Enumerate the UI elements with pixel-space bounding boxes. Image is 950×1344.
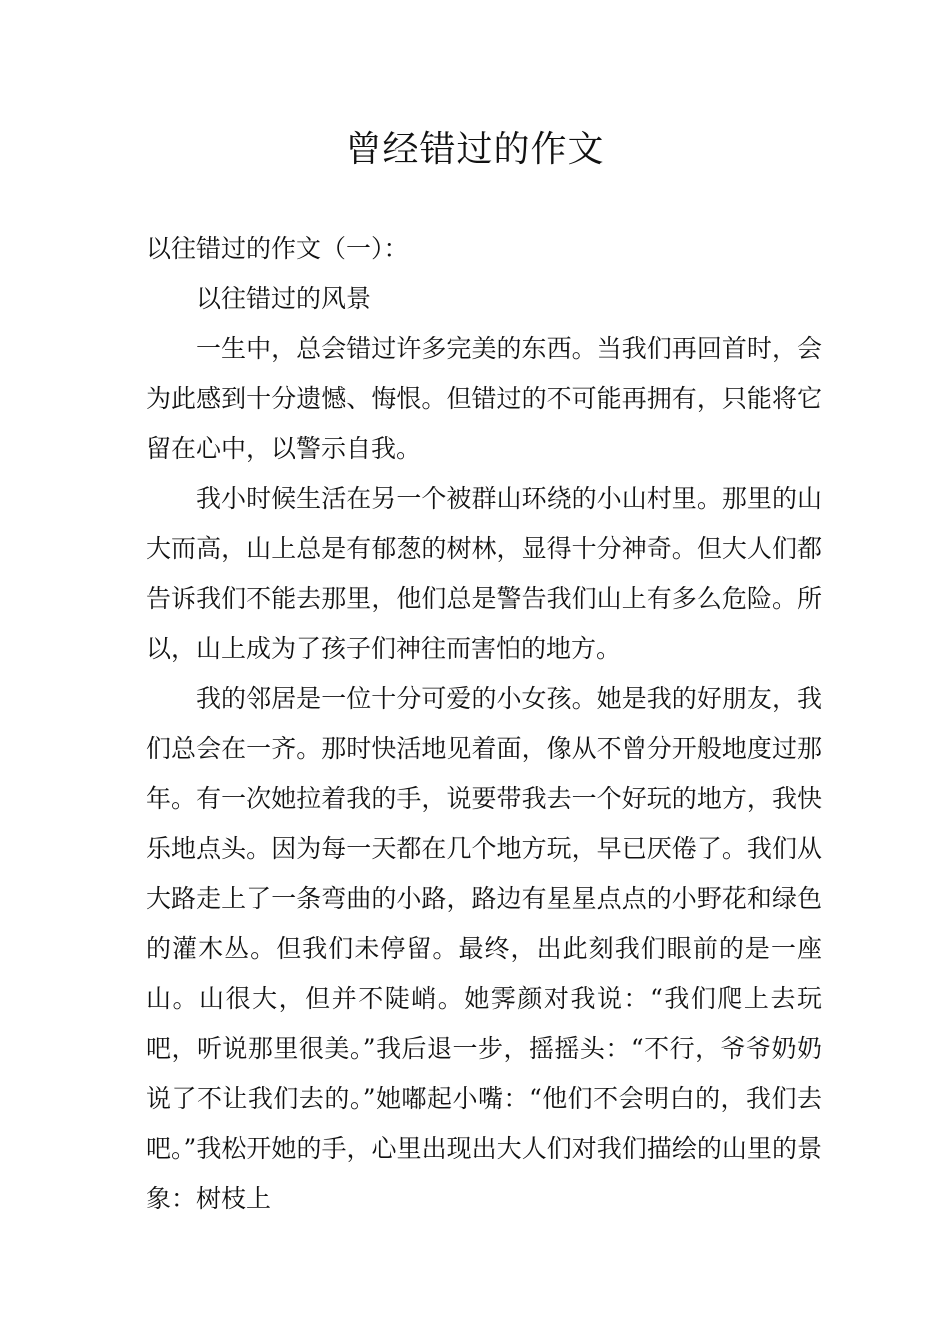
section-heading: 以往错过的作文（一）： [146,234,409,263]
document-title: 曾经错过的作文 [345,129,605,170]
paragraph-1: 一生中，总会错过许多完美的东西。当我们再回首时，会为此感到十分遗憾、悔恨。但错过的不可能再拥有，只能将它留在心中，以警示自我。 [146,334,822,463]
paragraph-2: 我小时候生活在另一个被群山环绕的小山村里。那里的山大而高，山上总是有郁葱的树林，显得十分神奇。但大人们都告诉我们不能去那里，他们总是警告我们山上有多么危险。所以，山上成为了孩子们神往而害怕的地方。 [146,484,822,663]
document-body [146,224,822,1224]
paragraph-3: 我的邻居是一位十分可爱的小女孩。她是我的好朋友，我们总会在一齐。那时快活地见着面，像从不曾分开般地度过那年。有一次她拉着我的手，说要带我去一个好玩的地方，我快乐地点头。因为每一天都在几个地方玩，早已厌倦了。我们从大路走上了一条弯曲的小路，路边有星星点点的小野花和绿色的灌木丛。但我们未停留。最终，出此刻我们眼前的是一座山。山很大，但并不陡峭。她霁颜对我说：“我们爬上去玩吧，听说那里很美。”我后退一步，摇摇头：“不行，爷爷奶奶说了不让我们去的。”她嘟起小嘴：“他们不会明白的，我们去吧。”我松开她的手，心里出现出大人们对我们描绘的山里的景象：树枝上 [146,684,822,1213]
essay-title: 以往错过的风景 [196,284,372,313]
